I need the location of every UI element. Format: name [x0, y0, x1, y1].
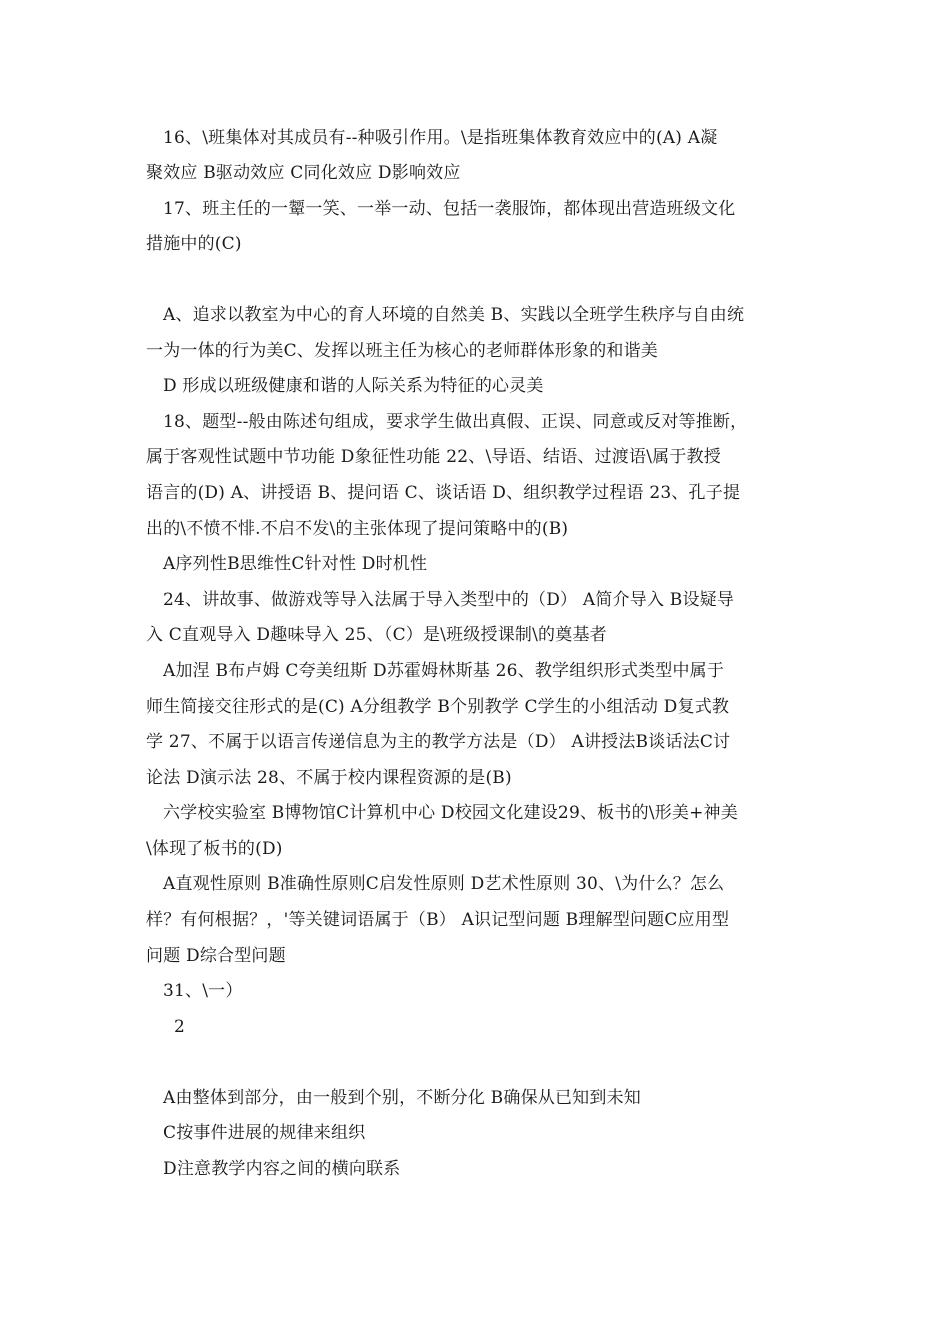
text-line: \体现了板书的(D) — [146, 839, 283, 859]
text-line: C按事件进展的规律来组织 — [163, 1123, 366, 1143]
text-line: 师生简接交往形式的是(C) A分组教学 B个别教学 C学生的小组活动 D复式教 — [146, 697, 730, 717]
text-line: 24、讲故事、做游戏等导入法属于导入类型中的（D） A简介导入 B设疑导 — [163, 590, 735, 610]
text-line: 学 27、不属于以语言传递信息为主的教学方法是（D） A讲授法B谈话法C讨 — [146, 732, 731, 752]
text-line: A、追求以教室为中心的育人环境的自然美 B、实践以全班学生秩序与自由统 — [163, 305, 745, 325]
text-line: A直观性原则 B准确性原则C启发性原则 D艺术性原则 30、\为什么？怎么 — [163, 874, 725, 894]
text-line: 样？有何根据？，'等关键词语属于（B） A识记型问题 B理解型问题C应用型 — [146, 910, 730, 930]
text-line: 论法 D演示法 28、不属于校内课程资源的是(B) — [146, 768, 512, 788]
text-line: 六学校实验室 B博物馆C计算机中心 D校园文化建设29、板书的\形美+神美 — [163, 803, 738, 823]
text-line: 入 C直观导入 D趣味导入 25、（C）是\班级授课制\的奠基者 — [146, 625, 607, 645]
text-line: A序列性B思维性C针对性 D时机性 — [163, 554, 428, 574]
text-line: 聚效应 B驱动效应 C同化效应 D影响效应 — [146, 163, 461, 183]
text-line: 措施中的(C) — [146, 234, 242, 254]
text-line: 17、班主任的一颦一笑、一举一动、包括一袭服饰，都体现出营造班级文化 — [163, 199, 736, 219]
text-line: D注意教学内容之间的横向联系 — [163, 1159, 401, 1179]
text-line: 18、题型--般由陈述句组成，要求学生做出真假、正误、同意或反对等推断， — [163, 412, 748, 432]
text-line: 31、\一） — [163, 981, 243, 1001]
text-line: 出的\不愤不悱.不启不发\的主张体现了提问策略中的(B) — [146, 519, 569, 539]
page-number: 2 — [174, 1017, 186, 1037]
text-line: 问题 D综合型问题 — [146, 946, 286, 966]
text-line: 一为一体的行为美C、发挥以班主任为核心的老师群体形象的和谐美 — [146, 341, 659, 361]
text-line: A由整体到部分，由一般到个别，不断分化 B确保从已知到未知 — [163, 1088, 641, 1108]
text-line: D 形成以班级健康和谐的人际关系为特征的心灵美 — [163, 376, 544, 396]
text-line: 语言的(D) A、讲授语 B、提问语 C、谈话语 D、组织教学过程语 23、孔子提 — [146, 483, 741, 503]
text-line: 16、\班集体对其成员有--种吸引作用。\是指班集体教育效应中的(A) A凝 — [163, 128, 718, 148]
text-line: A加涅 B布卢姆 C夸美纽斯 D苏霍姆林斯基 26、教学组织形式类型中属于 — [163, 661, 725, 681]
text-line: 属于客观性试题中节功能 D象征性功能 22、\导语、结语、过渡语\属于教授 — [146, 447, 721, 467]
